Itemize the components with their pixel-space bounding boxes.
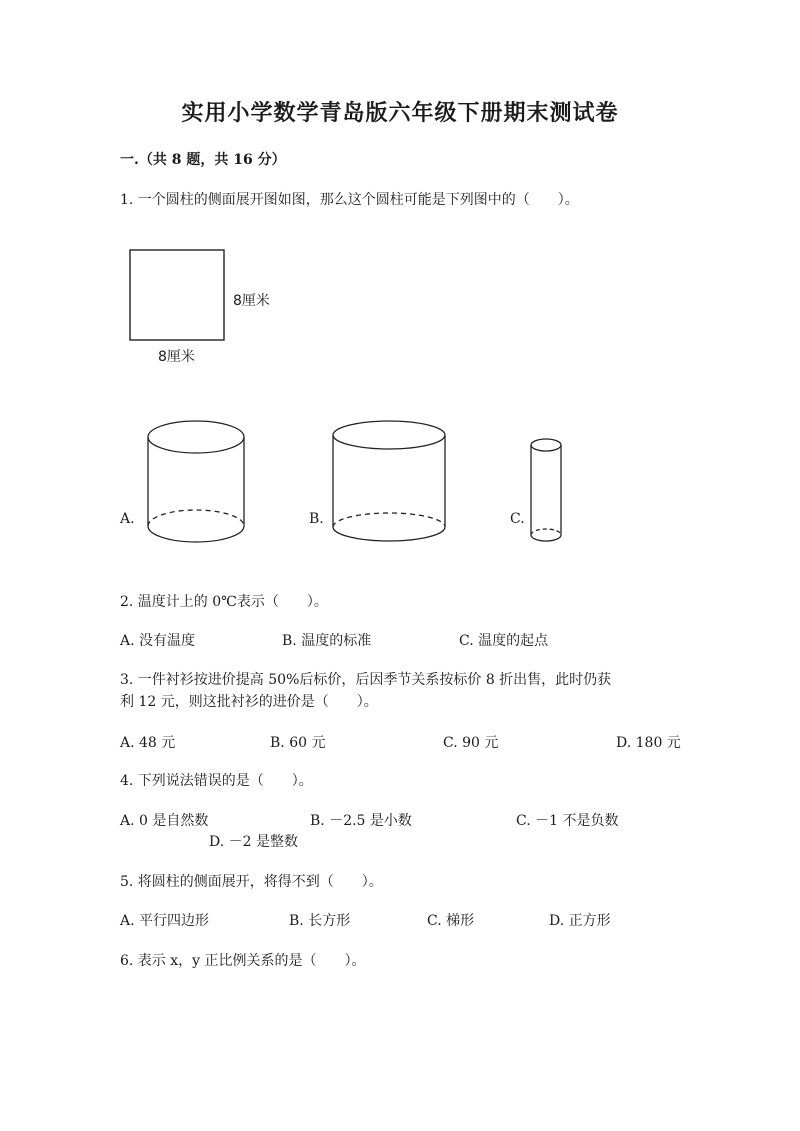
q5-option-b: B. 长方形 bbox=[289, 913, 351, 929]
page-title: 实用小学数学青岛版六年级下册期末测试卷 bbox=[181, 100, 619, 126]
question-3-line-2: 利 12 元，则这批衬衫的进价是（ ）。 bbox=[120, 694, 378, 710]
question-1-text: 1. 一个圆柱的侧面展开图如图，那么这个圆柱可能是下列图中的（ ）。 bbox=[120, 192, 579, 208]
q4-option-c: C. －1 不是负数 bbox=[516, 813, 619, 829]
option-c-label: C. bbox=[510, 511, 525, 527]
question-6-text: 6. 表示 x，y 正比例关系的是（ ）。 bbox=[120, 953, 366, 969]
question-4-text: 4. 下列说法错误的是（ ）。 bbox=[120, 773, 313, 789]
q4-option-a: A. 0 是自然数 bbox=[120, 813, 209, 829]
question-5-text: 5. 将圆柱的侧面展开，将得不到（ ）。 bbox=[120, 874, 383, 890]
q3-option-b: B. 60 元 bbox=[270, 735, 326, 751]
q2-option-b: B. 温度的标准 bbox=[282, 633, 372, 649]
cylinder-c bbox=[531, 439, 561, 541]
q4-option-b: B. －2.5 是小数 bbox=[310, 813, 412, 829]
q5-option-d: D. 正方形 bbox=[549, 913, 611, 929]
q3-option-c: C. 90 元 bbox=[443, 735, 499, 751]
square-net bbox=[130, 250, 224, 340]
q3-option-d: D. 180 元 bbox=[616, 735, 681, 751]
q2-option-a: A. 没有温度 bbox=[120, 633, 196, 649]
question-2-text: 2. 温度计上的 0℃表示（ ）。 bbox=[120, 594, 328, 610]
section-heading: 一.（共 8 题，共 16 分） bbox=[120, 152, 286, 168]
cylinder-b bbox=[333, 421, 445, 541]
option-b-label: B. bbox=[309, 511, 324, 527]
q4-option-d: D. －2 是整数 bbox=[209, 834, 298, 850]
square-side-label: 8厘米 bbox=[233, 293, 270, 309]
q5-option-a: A. 平行四边形 bbox=[120, 913, 210, 929]
q5-option-c: C. 梯形 bbox=[427, 913, 475, 929]
square-bottom-label: 8厘米 bbox=[158, 349, 195, 365]
option-a-label: A. bbox=[120, 511, 135, 527]
q3-option-a: A. 48 元 bbox=[120, 735, 176, 751]
question-3-line-1: 3. 一件衬衫按进价提高 50%后标价，后因季节关系按标价 8 折出售，此时仍获 bbox=[120, 672, 612, 688]
q2-option-c: C. 温度的起点 bbox=[459, 633, 549, 649]
cylinder-a bbox=[148, 421, 244, 542]
